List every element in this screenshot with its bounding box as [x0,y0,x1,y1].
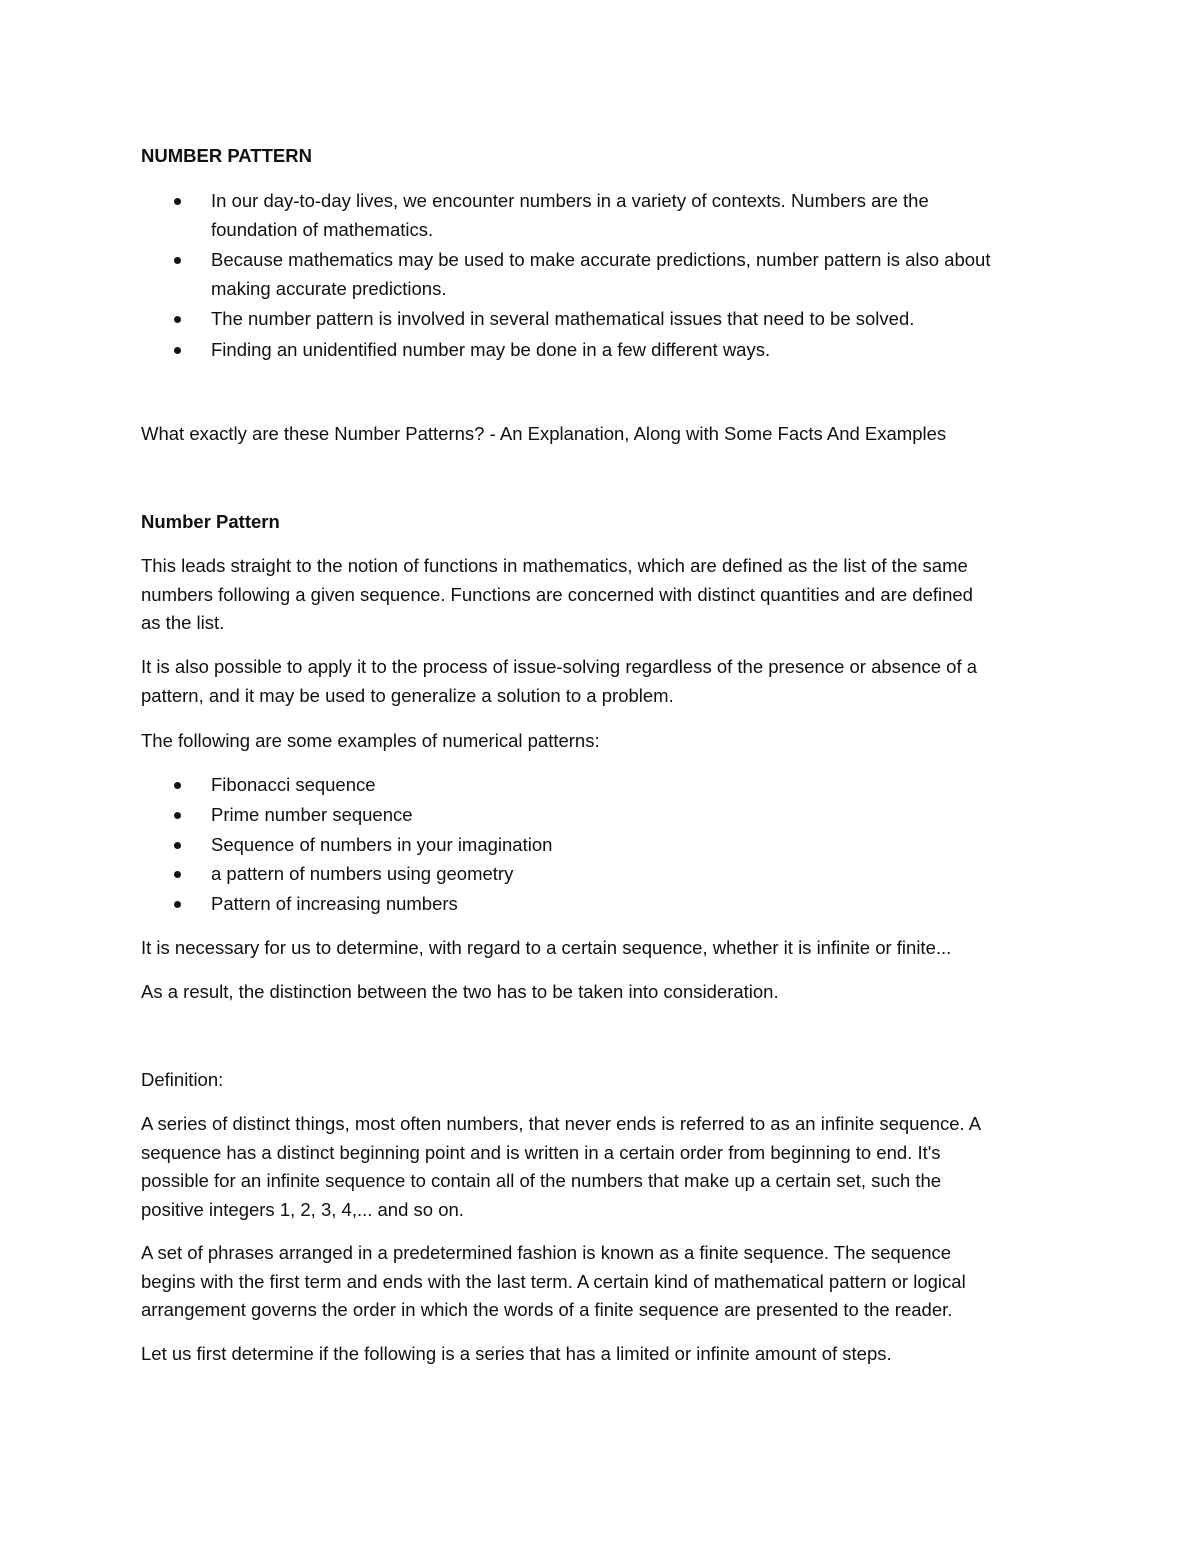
list-item [141,860,1061,889]
paragraph [141,1110,1061,1224]
paragraph-line: This leads straight to the notion of functions in mathematics, which are defined as the list of the same [141,555,968,576]
section-heading: Number Pattern [141,511,280,532]
bullet-icon [174,782,181,789]
list-item [141,187,1061,244]
paragraph [141,653,1061,710]
paragraph-line: arrangement governs the order in which the words of a finite sequence are presented to the reader. [141,1299,953,1320]
paragraph-line: numbers following a given sequence. Functions are concerned with distinct quantities and are defined [141,583,973,605]
bullet-text-line: The number pattern is involved in several mathematical issues that need to be solved. [211,308,915,329]
list-item [141,890,1061,919]
bullet-text-line: foundation of mathematics. [211,218,434,240]
list-item [141,801,1061,830]
paragraph-line: begins with the first term and ends with the last term. A certain kind of mathematical pattern or logical [141,1270,966,1292]
subtitle: What exactly are these Number Patterns? - An Explanation, Along with Some Facts And Examples [141,423,947,444]
example-bullet-list [141,771,1061,920]
paragraph-line: as the list. [141,612,225,633]
document-title: NUMBER PATTERN [141,145,312,166]
paragraph-line: sequence has a distinct beginning point and is written in a certain order from beginning to end. It's [141,1141,941,1163]
list-item [141,305,1061,334]
bullet-text-line: Because mathematics may be used to make accurate predictions, number pattern is also about [211,249,991,270]
paragraph: Let us first determine if the following is a series that has a limited or infinite amount of steps. [141,1343,892,1364]
bullet-text-line: Prime number sequence [211,803,413,825]
bullet-icon [174,347,181,354]
definition-label: Definition: [141,1069,224,1090]
paragraph-line: A set of phrases arranged in a predetermined fashion is known as a finite sequence. The sequence [141,1242,952,1263]
list-item [141,246,1061,303]
bullet-icon [174,812,181,819]
bullet-text-line: In our day-to-day lives, we encounter numbers in a variety of contexts. Numbers are the [211,190,929,211]
bullet-icon [174,198,181,205]
bullet-icon [174,316,181,323]
list-item [141,771,1061,800]
bullet-icon [174,842,181,849]
bullet-icon [174,901,181,908]
bullet-text-line: Finding an unidentified number may be done in a few different ways. [211,338,771,360]
bullet-text-line: Pattern of increasing numbers [211,893,458,915]
paragraph-line: A series of distinct things, most often numbers, that never ends is referred to as an infinite sequence. A [141,1113,982,1134]
paragraph-line: possible for an infinite sequence to contain all of the numbers that make up a certain set, such the [141,1170,942,1191]
list-item [141,831,1061,860]
bullet-text-line: Sequence of numbers in your imagination [211,833,553,855]
paragraph: The following are some examples of numerical patterns: [141,730,600,751]
paragraph: It is necessary for us to determine, with regard to a certain sequence, whether it is infinite or finite... [141,937,952,958]
paragraph-line: positive integers 1, 2, 3, 4,... and so on. [141,1198,464,1220]
paragraph [141,1239,1061,1325]
bullet-text-line: a pattern of numbers using geometry [211,863,514,885]
paragraph-line: It is also possible to apply it to the process of issue-solving regardless of the presence or absence of a [141,656,978,677]
bullet-icon [174,871,181,878]
bullet-text-line: making accurate predictions. [211,277,447,299]
intro-bullet-list [141,187,1061,366]
bullet-icon [174,257,181,264]
paragraph-line: pattern, and it may be used to generalize a solution to a problem. [141,684,674,706]
list-item [141,336,1061,365]
paragraph [141,552,1061,638]
paragraph: As a result, the distinction between the two has to be taken into consideration. [141,981,779,1002]
bullet-text-line: Fibonacci sequence [211,774,376,795]
